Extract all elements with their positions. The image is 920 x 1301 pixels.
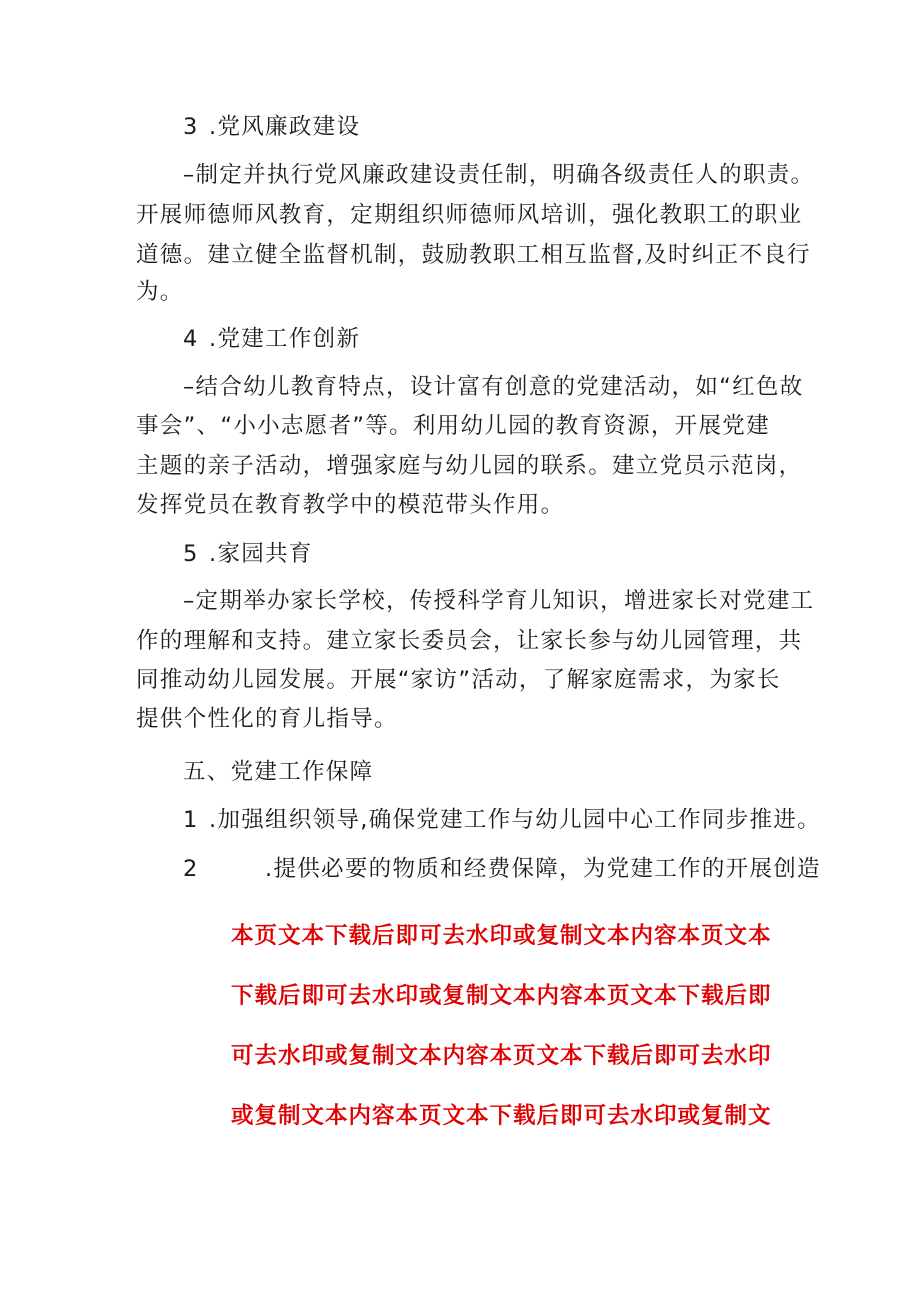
- paragraph-line: 作的理解和支持。建立家长委员会，让家长参与幼儿园管理，共: [136, 628, 803, 654]
- paragraph-line: –定期举办家长学校，传授科学育儿知识，增进家长对党建工: [183, 588, 815, 614]
- paragraph-line: 道德。建立健全监督机制，鼓励教职工相互监督,及时纠正不良行: [136, 242, 811, 268]
- item-number: 2: [183, 856, 199, 882]
- section-heading: [183, 112, 360, 142]
- paragraph-line: 同推动幼儿园发展。开展“家访”活动，了解家庭需求，为家长: [136, 667, 781, 693]
- paragraph-line: –制定并执行党风廉政建设责任制，明确各级责任人的职责。: [183, 162, 815, 188]
- paragraph-line: 事会”、“小小志愿者”等。利用幼儿园的教育资源，开展党建: [136, 413, 770, 439]
- section-number: 3: [183, 114, 199, 140]
- paragraph-line: 主题的亲子活动，增强家庭与幼儿园的联系。建立党员示范岗，: [136, 453, 803, 479]
- paragraph-line: –结合幼儿教育特点，设计富有创意的党建活动，如“红色故: [183, 374, 804, 400]
- part-title: 五、党建工作保障: [183, 759, 374, 785]
- list-item: [183, 854, 821, 884]
- watermark-line: 本页文本下载后即可去水印或复制文本内容本页文本: [231, 923, 772, 949]
- watermark-line: 下载后即可去水印或复制文本内容本页文本下载后即: [231, 983, 772, 1009]
- section-title: .党风廉政建设: [209, 114, 361, 140]
- section-number: 5: [183, 541, 199, 567]
- section-title: .党建工作创新: [209, 326, 361, 352]
- list-item: [183, 805, 821, 835]
- section-number: 4: [183, 326, 199, 352]
- paragraph-line: 发挥党员在教育教学中的模范带头作用。: [136, 492, 565, 518]
- section-title: .家园共育: [209, 541, 313, 567]
- paragraph-line: 为。: [136, 279, 184, 305]
- item-text: .加强组织领导,确保党建工作与幼儿园中心工作同步推进。: [209, 807, 821, 833]
- item-number: 1: [183, 807, 199, 833]
- paragraph-line: 开展师德师风教育，定期组织师德师风培训，强化教职工的职业: [136, 202, 803, 228]
- paragraph-line: 提供个性化的育儿指导。: [136, 706, 398, 732]
- watermark-line: 可去水印或复制文本内容本页文本下载后即可去水印: [231, 1043, 772, 1069]
- watermark-line: 或复制文本内容本页文本下载后即可去水印或复制文: [231, 1103, 772, 1129]
- section-heading: [183, 324, 360, 354]
- item-text: .提供必要的物质和经费保障，为党建工作的开展创造: [265, 856, 821, 882]
- section-heading: [183, 539, 313, 569]
